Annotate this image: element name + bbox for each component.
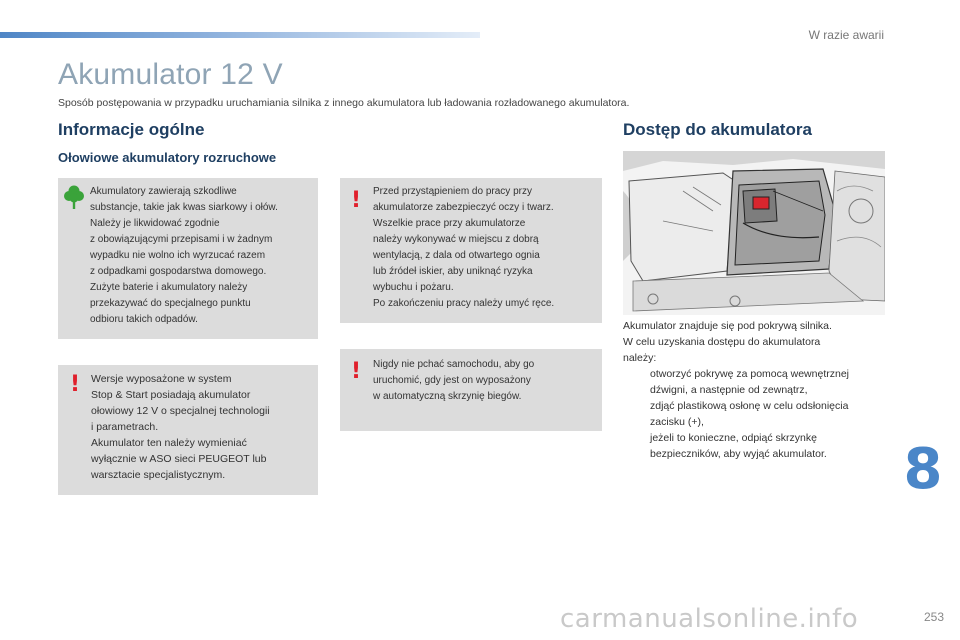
text-line: Akumulatory zawierają szkodliwe — [90, 186, 237, 197]
text-line: Wszelkie prace przy akumulatorze — [373, 218, 526, 229]
text-line: Zużyte baterie i akumulatory należy — [90, 282, 248, 293]
watermark: carmanualsonline.info — [560, 604, 859, 634]
warning-exclamation-icon: ! — [70, 372, 81, 397]
battery-access-heading: Dostęp do akumulatora — [623, 120, 812, 139]
list-item — [623, 430, 888, 462]
access-steps-list — [623, 366, 888, 462]
lead-batteries-subheading: Ołowiowe akumulatory rozruchowe — [58, 150, 277, 165]
text-line: wypadku nie wolno ich wyrzucać razem — [90, 250, 266, 261]
eco-tree-icon — [64, 184, 84, 210]
section-title: W razie awarii — [808, 28, 884, 42]
text-line: odbioru takich odpadów. — [90, 314, 198, 325]
text-line: lub źródeł iskier, aby uniknąć ryzyka — [373, 266, 533, 277]
warning-exclamation-icon: ! — [351, 188, 362, 213]
text-line: i parametrach. — [91, 421, 159, 433]
text-line: substancje, takie jak kwas siarkowy i ołów. — [90, 202, 278, 213]
text-line: Wersje wyposażone w system — [91, 373, 232, 385]
text-line: bezpieczników, aby wyjąć akumulator. — [650, 448, 827, 460]
header-gradient-bar — [0, 32, 480, 38]
text-line: należy wykonywać w miejscu z dobrą — [373, 234, 539, 245]
warning-exclamation-icon: ! — [351, 359, 362, 384]
text-line: z obowiązującymi przepisami i w żadnym — [90, 234, 273, 245]
text-line: Należy je likwidować zgodnie — [90, 218, 220, 229]
text-line: Przed przystąpieniem do pracy przy — [373, 186, 532, 197]
text-line: wyłącznie w ASO sieci PEUGEOT lub — [91, 453, 267, 465]
text-line: należy: — [623, 352, 657, 364]
page-number: 253 — [923, 610, 944, 624]
text-line: wentylacją, z dala od otwartego ognia — [373, 250, 540, 261]
text-line: ołowiowy 12 V o specjalnej technologii — [91, 405, 270, 417]
eco-info-text — [90, 184, 312, 328]
page-title: Akumulator 12 V — [58, 58, 283, 91]
text-line: akumulatorze zabezpieczyć oczy i twarz. — [373, 202, 554, 213]
push-start-warning-box — [340, 349, 602, 431]
text-line: zdjąć plastikową osłonę w celu odsłonięcia — [650, 400, 849, 412]
eco-info-box — [58, 178, 318, 339]
battery-access-instructions — [623, 318, 888, 462]
text-line: warsztacie specjalistycznym. — [91, 469, 226, 481]
engine-bay-illustration — [623, 151, 885, 315]
stop-start-warning-text — [91, 371, 313, 483]
text-line: Stop & Start posiadają akumulator — [91, 389, 251, 401]
text-line: Nigdy nie pchać samochodu, aby go — [373, 359, 535, 370]
text-line: dźwigni, a następnie od zewnątrz, — [650, 384, 808, 396]
text-line: przekazywać do specjalnego punktu — [90, 298, 251, 309]
list-item — [623, 366, 888, 398]
text-line: w automatyczną skrzynię biegów. — [373, 391, 522, 402]
safety-warning-text — [373, 184, 597, 312]
text-line: W celu uzyskania dostępu do akumulatora — [623, 336, 821, 348]
text-line: z odpadkami gospodarstwa domowego. — [90, 266, 267, 277]
text-line: otworzyć pokrywę za pomocą wewnętrznej — [650, 368, 849, 380]
text-line: uruchomić, gdy jest on wyposażony — [373, 375, 531, 386]
list-item — [623, 398, 888, 430]
text-line: Akumulator ten należy wymieniać — [91, 437, 247, 449]
chapter-number: 8 — [903, 437, 943, 502]
stop-start-warning-box — [58, 365, 318, 495]
text-line: Akumulator znajduje się pod pokrywą silnika. — [623, 320, 832, 332]
safety-warning-box — [340, 178, 602, 323]
text-line: Po zakończeniu pracy należy umyć ręce. — [373, 298, 555, 309]
push-start-warning-text — [373, 357, 597, 405]
page-subtitle: Sposób postępowania w przypadku uruchamiania silnika z innego akumulatora lub ładowania rozładowanego akumulatora. — [58, 97, 630, 109]
text-line: jeżeli to konieczne, odpiąć skrzynkę — [650, 432, 817, 444]
text-line: zacisku (+), — [650, 416, 704, 428]
general-info-heading: Informacje ogólne — [58, 120, 205, 139]
text-line: wybuchu i pożaru. — [373, 282, 454, 293]
